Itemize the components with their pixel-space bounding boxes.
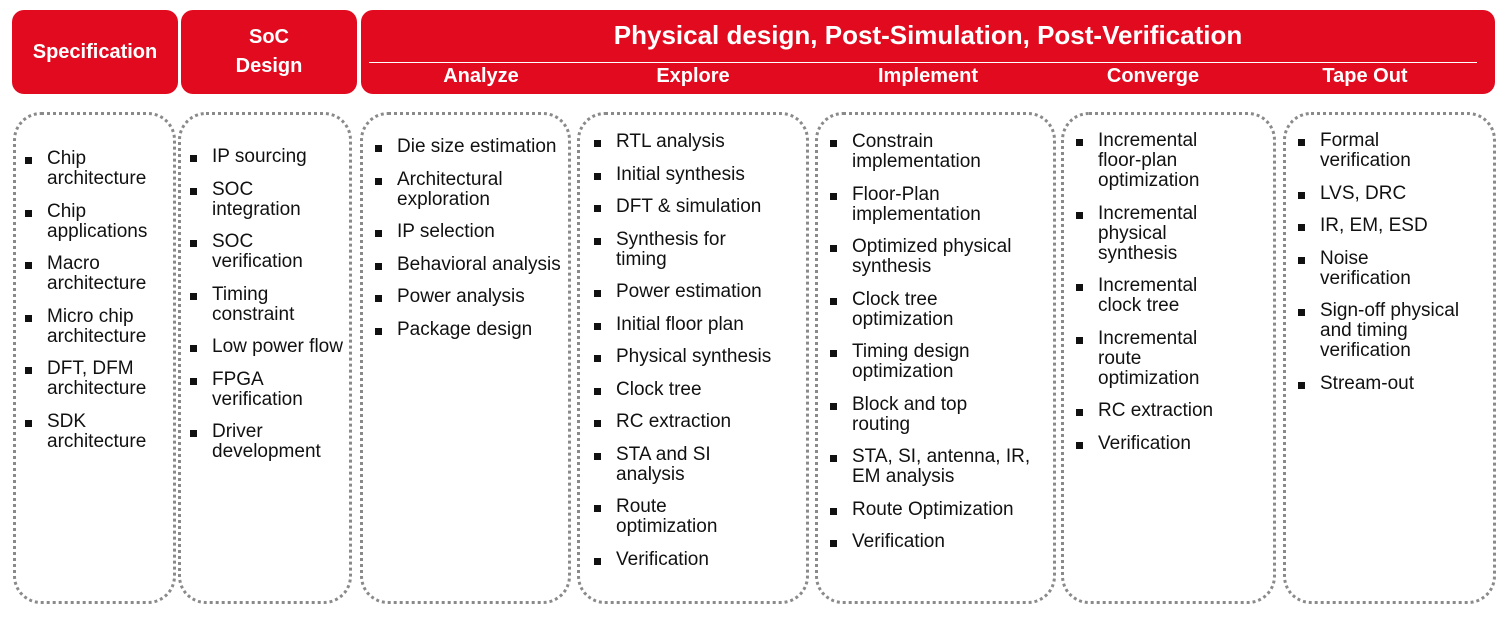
soc-design-header-line2: Design [235,55,303,77]
soc-design-header-line1: SoC [249,26,289,48]
specification-header [12,10,178,94]
stage-label-analyze: Analyze [443,65,519,87]
implement-list [821,132,1041,565]
list-item: Sign-off physical and timing verification [1289,301,1487,361]
list-item: Micro chip architecture [16,307,167,347]
list-item: Initial synthesis [585,165,802,185]
physical-design-header [361,10,1495,94]
header-divider [369,62,1477,63]
stage-label-converge: Converge [1106,65,1200,87]
list-item: IP selection [366,222,566,242]
list-item: Low power flow [181,337,345,357]
list-item: Package design [366,320,566,340]
list-item: SOC verification [181,232,345,272]
list-item: Power estimation [585,282,802,302]
stage-label-tape-out: Tape Out [1322,65,1408,87]
physical-design-title: Physical design, Post-Simulation, Post-Verification [613,20,1243,50]
list-item: IR, EM, ESD [1289,216,1487,236]
list-item: RC extraction [585,412,802,432]
list-item: Timing constraint [181,285,345,325]
implement-box [815,112,1056,604]
list-item: Route optimization [585,497,802,537]
explore-box [577,112,809,604]
list-item: Optimized physical synthesis [821,237,1041,277]
list-item: DFT & simulation [585,197,802,217]
list-item: Stream-out [1289,374,1487,394]
list-item: Verification [585,550,802,570]
list-item: Noise verification [1289,249,1487,289]
specification-box [13,112,176,604]
list-item: Block and top routing [821,395,1041,435]
tape-out-list [1289,131,1487,406]
list-item: SDK architecture [16,412,167,452]
list-item: Incremental floor-plan optimization [1067,131,1243,191]
list-item: Driver development [181,422,345,462]
list-item: Verification [821,532,1041,552]
list-item: IP sourcing [181,147,345,167]
list-item: Behavioral analysis [366,255,566,275]
explore-list [585,132,802,582]
list-item: Initial floor plan [585,315,802,335]
soc-design-box [178,112,352,604]
specification-list [16,149,167,464]
specification-header-label: Specification [32,40,158,63]
list-item: Incremental clock tree [1067,276,1243,316]
list-item: Timing design optimization [821,342,1041,382]
list-item: Chip applications [16,202,167,242]
list-item: Clock tree optimization [821,290,1041,330]
list-item: STA and SI analysis [585,445,802,485]
list-item: Power analysis [366,287,566,307]
list-item: RC extraction [1067,401,1243,421]
list-item: Floor-Plan implementation [821,185,1041,225]
list-item: Formal verification [1289,131,1487,171]
list-item: RTL analysis [585,132,802,152]
list-item: Clock tree [585,380,802,400]
list-item: Route Optimization [821,500,1041,520]
stage-label-implement: Implement [877,65,979,87]
list-item: FPGA verification [181,370,345,410]
list-item: Synthesis for timing [585,230,802,270]
soc-design-list [181,147,345,475]
list-item: Constrain implementation [821,132,1041,172]
list-item: Physical synthesis [585,347,802,367]
list-item: Die size estimation [366,137,566,157]
converge-box [1061,112,1276,604]
converge-list [1067,131,1243,466]
analyze-box [360,112,571,604]
list-item: DFT, DFM architecture [16,359,167,399]
list-item: Chip architecture [16,149,167,189]
list-item: Incremental physical synthesis [1067,204,1243,264]
list-item: LVS, DRC [1289,184,1487,204]
tape-out-box [1283,112,1496,604]
list-item: SOC integration [181,180,345,220]
list-item: Macro architecture [16,254,167,294]
list-item: Verification [1067,434,1243,454]
list-item: Architectural exploration [366,170,566,210]
soc-design-header [181,10,357,94]
analyze-list [366,137,566,352]
list-item: Incremental route optimization [1067,329,1243,389]
stage-label-explore: Explore [656,65,730,87]
list-item: STA, SI, antenna, IR, EM analysis [821,447,1041,487]
